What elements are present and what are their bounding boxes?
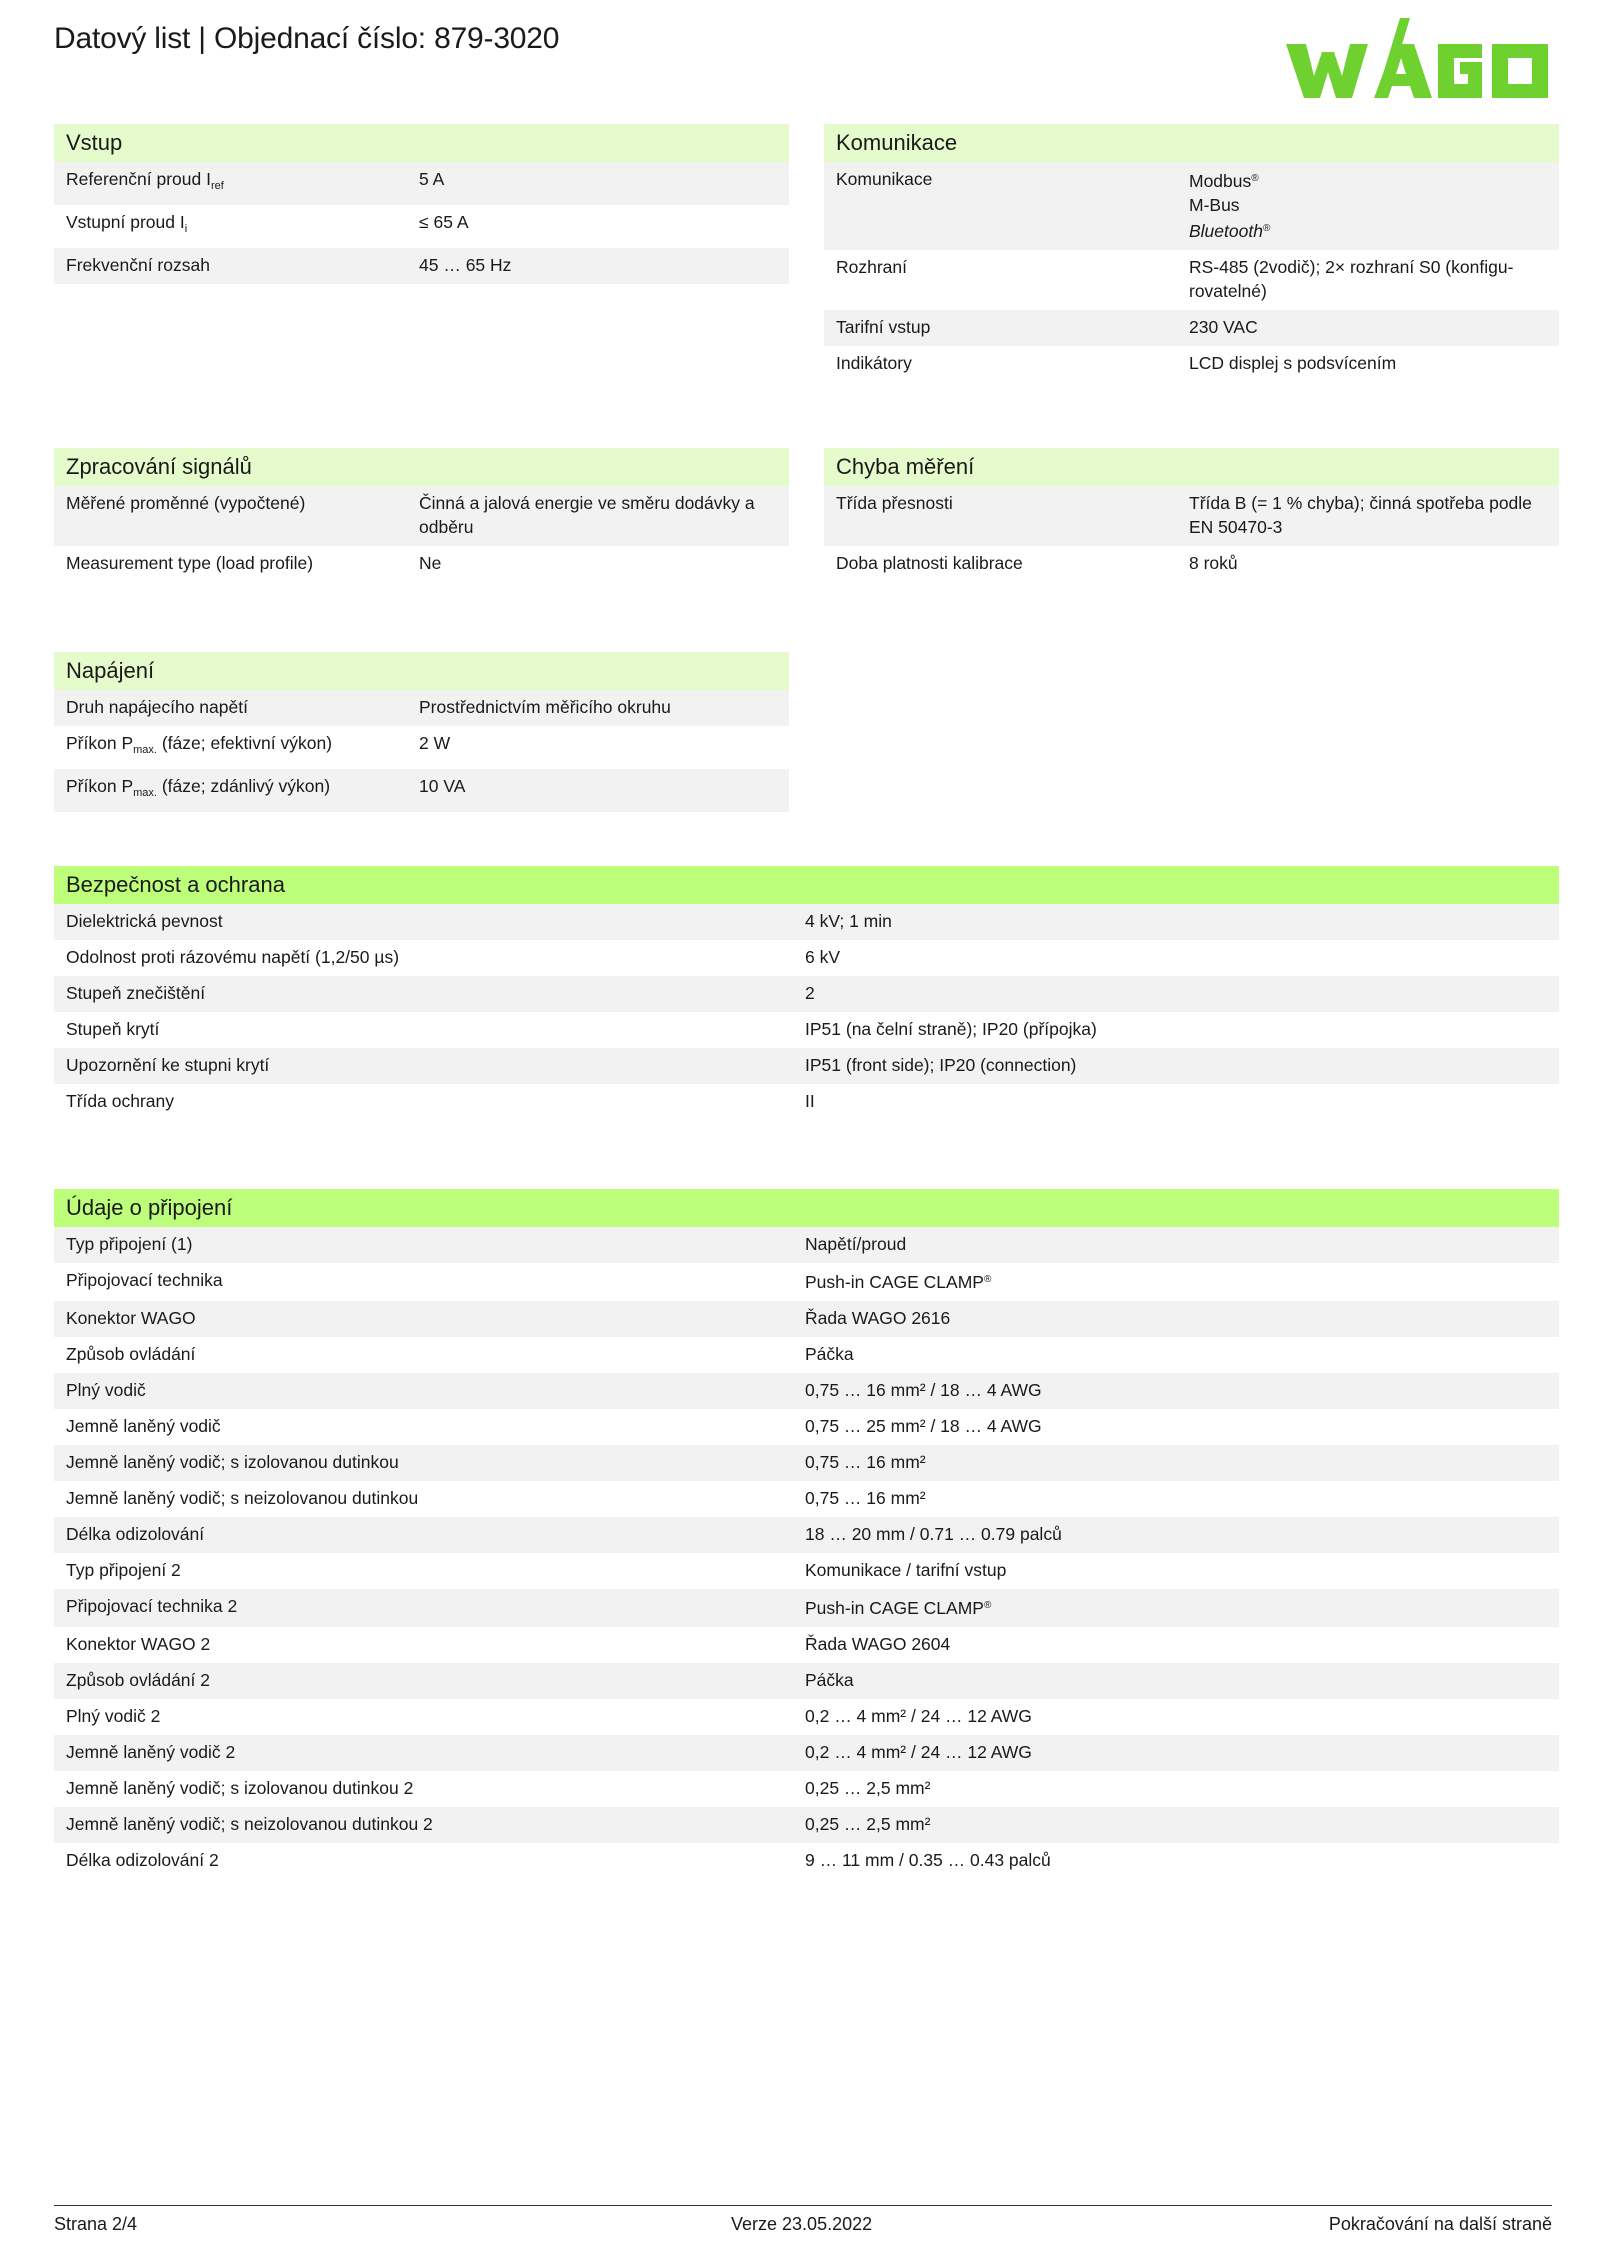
row-value: 18 … 20 mm / 0.71 … 0.79 palců <box>805 1524 1062 1544</box>
table-row <box>54 1589 1559 1627</box>
row-label: Jemně laněný vodič 2 <box>66 1742 236 1762</box>
table-row: Doba platnosti kalibrace 8 roků <box>836 553 1238 573</box>
section-vstup <box>54 124 789 284</box>
table-row <box>54 1445 1559 1481</box>
table-row <box>54 1048 1559 1084</box>
row-value: 0,75 … 16 mm² <box>805 1452 926 1472</box>
table-row: Measurement type (load profile) Ne <box>66 553 442 573</box>
row-label: Jemně laněný vodič <box>66 1416 221 1436</box>
table-row: Komunikace Modbus® M-Bus Bluetooth® <box>824 162 1559 250</box>
section-title: Chyba měření <box>824 448 1559 486</box>
row-label: Jemně laněný vodič; s izolovanou dutinkou <box>66 1452 399 1472</box>
table-row <box>54 1771 1559 1807</box>
table-row <box>54 1517 1559 1553</box>
row-label: Třída ochrany <box>66 1091 174 1111</box>
table-row <box>54 976 1559 1012</box>
row-label: Připojovací technika 2 <box>66 1596 238 1616</box>
table-row: Rozhraní RS-485 (2vodič); 2× rozhraní S0 (konfigu-rovatelné) <box>836 257 1514 301</box>
row-value: Páčka <box>805 1670 854 1690</box>
table-row <box>54 904 1559 940</box>
row-label: Typ připojení 2 <box>66 1560 181 1580</box>
table-row: Příkon $P_{max.}$ (fáze; zdánlivý výkon) 10 VA <box>54 769 789 812</box>
row-value: Komunikace / tarifní vstup <box>805 1560 1007 1580</box>
section-title: Bezpečnost a ochrana <box>54 866 1559 904</box>
row-value: 0,25 … 2,5 mm² <box>805 1778 931 1798</box>
row-value: II <box>805 1091 815 1111</box>
footer-continued: Pokračování na další straně <box>1328 2214 1552 2234</box>
row-label: Jemně laněný vodič; s izolovanou dutinkou 2 <box>66 1778 414 1798</box>
table-row <box>54 1227 1559 1263</box>
row-value: 9 … 11 mm / 0.35 … 0.43 palců <box>805 1850 1051 1870</box>
table-row: Frekvenční rozsah 45 … 65 Hz <box>54 248 789 284</box>
table-row <box>54 1807 1559 1843</box>
row-value: Řada WAGO 2616 <box>805 1308 951 1328</box>
row-value: 4 kV; 1 min <box>805 911 892 931</box>
table-row <box>54 1627 1559 1663</box>
row-label: Připojovací technika <box>66 1270 223 1290</box>
section-chyba <box>824 448 1559 582</box>
section-title: Napájení <box>54 652 789 690</box>
row-value: 0,25 … 2,5 mm² <box>805 1814 931 1834</box>
section-title: Vstup <box>54 124 789 162</box>
row-label: Odolnost proti rázovému napětí (1,2/50 µs) <box>66 947 400 967</box>
table-row <box>54 1012 1559 1048</box>
row-label: Stupeň znečištění <box>66 983 206 1003</box>
row-label: Jemně laněný vodič; s neizolovanou dutinkou <box>66 1488 419 1508</box>
row-value: Řada WAGO 2604 <box>805 1634 951 1654</box>
row-label: Upozornění ke stupni krytí <box>66 1055 270 1075</box>
section-title: Komunikace <box>824 124 1559 162</box>
table-row <box>54 1373 1559 1409</box>
row-label: Délka odizolování <box>66 1524 205 1544</box>
row-label: Typ připojení (1) <box>66 1234 193 1254</box>
section-napajeni <box>54 652 789 812</box>
row-label: Stupeň krytí <box>66 1019 160 1039</box>
row-value: 0,75 … 16 mm² / 18 … 4 AWG <box>805 1380 1042 1400</box>
footer-version: Verze 23.05.2022 <box>731 2214 873 2234</box>
row-label: Způsob ovládání <box>66 1344 196 1364</box>
row-value: 6 kV <box>805 947 841 967</box>
table-row: Vstupní proud $I_i$ ≤ 65 A <box>66 212 469 235</box>
table-row <box>54 1699 1559 1735</box>
section-bezpecnost <box>54 866 1559 1120</box>
section-komunikace <box>824 124 1559 382</box>
row-value: Napětí/proud <box>805 1234 907 1254</box>
row-value: IP51 (na čelní straně); IP20 (přípojka) <box>805 1019 1097 1039</box>
table-row: Tarifní vstup 230 VAC <box>824 310 1559 346</box>
table-row <box>54 1481 1559 1517</box>
row-label: Konektor WAGO 2 <box>66 1634 211 1654</box>
row-value: 0,75 … 16 mm² <box>805 1488 926 1508</box>
row-label: Délka odizolování 2 <box>66 1850 219 1870</box>
table-row: Příkon $P_{max.}$ (fáze; efektivní výkon) 2 W <box>66 733 451 756</box>
table-row <box>54 1663 1559 1699</box>
table-row: Referenční proud $I_{ref}$ 5 A <box>54 162 789 205</box>
table-row: Indikátory LCD displej s podsvícením <box>836 353 1397 373</box>
table-row: Měřené proměnné (vypočtené) Činná a jalová energie ve směru dodávky a odběru <box>54 486 789 546</box>
row-value: 0,2 … 4 mm² / 24 … 12 AWG <box>805 1742 1032 1762</box>
footer-page: Strana 2/4 <box>54 2214 138 2234</box>
table-row <box>54 1337 1559 1373</box>
section-title: Údaje o připojení <box>54 1189 1559 1227</box>
row-value: Push-in CAGE CLAMP® <box>805 1598 992 1618</box>
table-row: Třída přesnosti Třída B (= 1 % chyba); činná spotřeba podle EN 50470-3 <box>824 486 1559 546</box>
footer-divider <box>54 2205 1552 2206</box>
wago-logo <box>1282 14 1554 108</box>
table-row <box>54 1553 1559 1589</box>
row-value: Push-in CAGE CLAMP® <box>805 1272 992 1292</box>
page-title: Datový list | Objednací číslo: 879-3020 <box>54 22 560 55</box>
table-row <box>54 940 1559 976</box>
row-label: Plný vodič <box>66 1380 146 1400</box>
table-row <box>54 1301 1559 1337</box>
table-row: Druh napájecího napětí Prostřednictvím měřicího okruhu <box>54 690 789 726</box>
row-label: Dielektrická pevnost <box>66 911 223 931</box>
table-row <box>54 1084 1559 1120</box>
section-zpracovani <box>54 448 789 582</box>
row-value: Páčka <box>805 1344 854 1364</box>
table-row <box>54 1263 1559 1301</box>
row-value: IP51 (front side); IP20 (connection) <box>805 1055 1077 1075</box>
row-label: Konektor WAGO <box>66 1308 196 1328</box>
section-pripojeni <box>54 1189 1559 1879</box>
row-value: 0,75 … 25 mm² / 18 … 4 AWG <box>805 1416 1042 1436</box>
row-label: Plný vodič 2 <box>66 1706 161 1726</box>
table-row <box>54 1409 1559 1445</box>
row-value: 2 <box>805 983 815 1003</box>
row-label: Způsob ovládání 2 <box>66 1670 210 1690</box>
section-title: Zpracování signálů <box>54 448 789 486</box>
row-label: Jemně laněný vodič; s neizolovanou dutinkou 2 <box>66 1814 433 1834</box>
table-row <box>54 1735 1559 1771</box>
table-row <box>54 1843 1559 1879</box>
row-value: 0,2 … 4 mm² / 24 … 12 AWG <box>805 1706 1032 1726</box>
